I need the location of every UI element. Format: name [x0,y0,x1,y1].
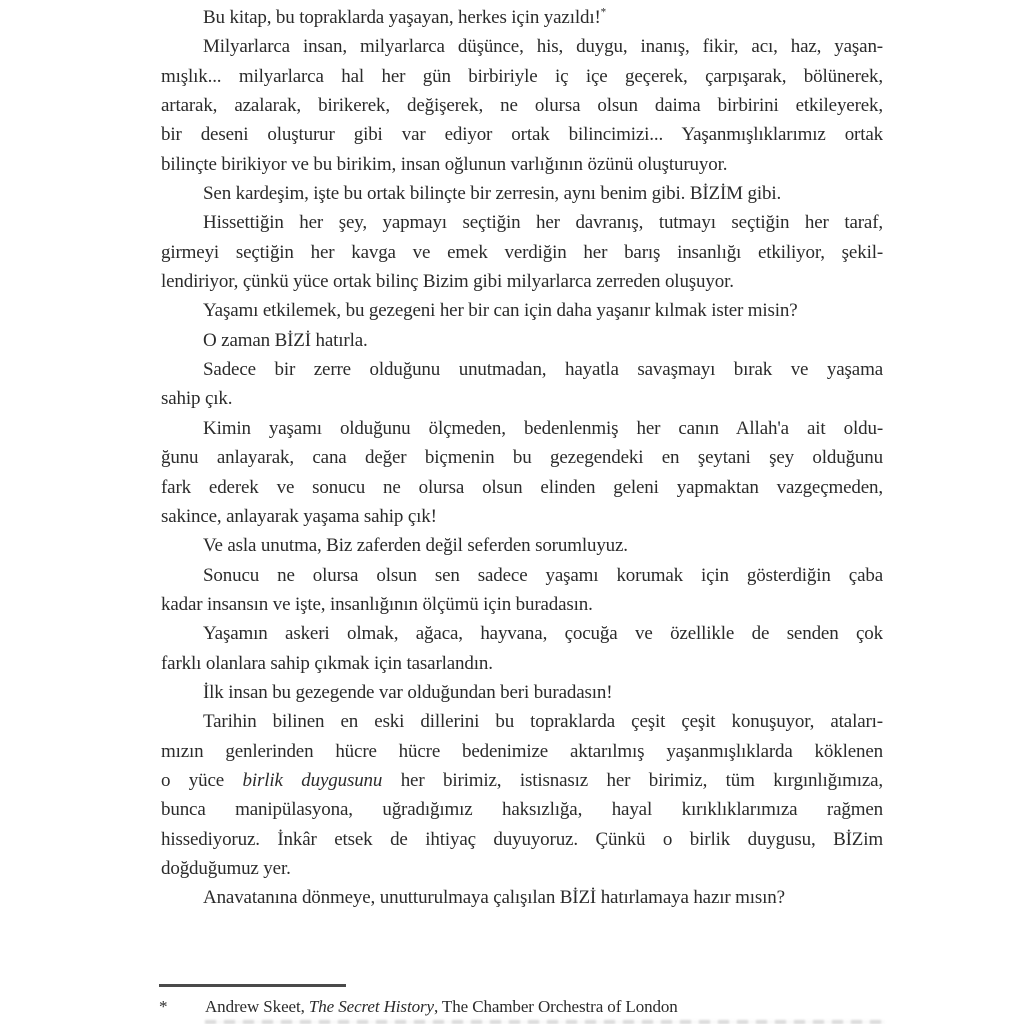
text-run: Yaşamın askeri olmak, ağaca, hayvana, çocuğa ve özellikle de senden çok [203,623,883,645]
text-run: mızın genlerinden hücre hücre bedenimize aktarılmış yaşanmışlıklarda köklenen [161,740,883,762]
text-run: Bu kitap, bu topraklarda yaşayan, herkes için yazıldı! [203,7,601,28]
text-run: Hissettiğin her şey, yapmayı seçtiğin her davranış, tutmayı seçtiğin her taraf, [203,212,883,234]
text-line [161,91,883,120]
text-line [161,32,883,61]
text-run: sahip çık. [161,388,233,410]
text-run: ğunu anlayarak, cana değer biçmenin bu gezegendeki en şeytani şey olduğunu [161,447,883,469]
text-line [161,384,883,413]
footnote-row [159,996,883,1018]
footnote-ref: * [600,6,606,19]
text-line [161,561,883,590]
text-line [161,707,883,736]
text-run: artarak, azalarak, birikerek, değişerek, ne olursa olsun daima birbirini etkileyerek, [161,95,883,117]
footnote [159,984,883,1018]
text-line [161,737,883,766]
text-run: girmeyi seçtiğin her kavga ve emek verdiğin her barış insanlığı etkiliyor, şekil- [161,241,883,263]
text-run: O zaman BİZİ hatırla. [203,329,368,351]
text-run: lendiriyor, çünkü yüce ortak bilinç Bizim gibi milyarlarca zerreden oluşuyor. [161,271,734,293]
text-line [161,502,883,531]
text-run: Andrew Skeet, [205,997,309,1016]
text-line [161,619,883,648]
text-run: hissediyoruz. İnkâr etsek de ihtiyaç duyuyoruz. Çünkü o birlik duygusu, BİZim [161,828,883,850]
text-line [161,238,883,267]
text-line [161,678,883,707]
text-run: her birimiz, istisnasız her birimiz, tüm kırgınlığımıza, [382,769,883,791]
text-run: Sadece bir zerre olduğunu unutmadan, hayatla savaşmayı bırak ve yaşama [203,359,883,381]
text-line [161,208,883,237]
text-run: sakince, anlayarak yaşama sahip çık! [161,505,437,527]
text-line [161,649,883,678]
text-line [161,825,883,854]
text-line [161,531,883,560]
text-line [161,120,883,149]
footnote-text [205,996,883,1018]
text-run: Ve asla unutma, Biz zaferden değil seferden sorumluyuz. [203,535,628,557]
text-run: , The Chamber Orchestra of London [433,997,678,1016]
cutoff-text-strip [205,1020,885,1024]
footnote-marker: * [159,997,168,1016]
text-run: doğduğumuz yer. [161,857,291,879]
text-run: Anavatanına dönmeye, unutturulmaya çalışılan BİZİ hatırlamaya hazır mısın? [203,887,785,909]
text-line [161,267,883,296]
text-line [161,795,883,824]
text-line [161,179,883,208]
text-line [161,414,883,443]
text-line [161,766,883,795]
text-run: Yaşamı etkilemek, bu gezegeni her bir can için daha yaşanır kılmak ister misin? [203,300,798,322]
text-run: İlk insan bu gezegende var olduğundan beri buradasın! [203,681,613,703]
text-run: Sonucu ne olursa olsun sen sadece yaşamı korumak için gösterdiğin çaba [203,564,883,586]
text-run: Tarihin bilinen en eski dillerini bu topraklarda çeşit çeşit konuşuyor, ataları- [203,711,883,733]
body-text [161,3,883,913]
text-line [161,62,883,91]
italic-text: The Secret History [308,997,434,1016]
text-line [161,473,883,502]
text-run: o yüce [161,769,243,791]
text-run: fark ederek ve sonucu ne olursa olsun elinden geleni yapmaktan vazgeçmeden, [161,476,883,498]
text-run: Milyarlarca insan, milyarlarca düşünce, his, duygu, inanış, fikir, acı, haz, yaşan- [203,36,883,58]
footnote-divider [159,984,346,987]
text-line [161,590,883,619]
italic-text: birlik duygusunu [242,769,383,791]
text-run: mışlık... milyarlarca hal her gün birbiriyle iç içe geçerek, çarpışarak, bölünerek, [161,65,883,87]
text-line [161,355,883,384]
text-line [161,150,883,179]
text-run: Sen kardeşim, işte bu ortak bilinçte bir zerresin, aynı benim gibi. BİZİM gibi. [203,183,782,205]
text-line [161,3,883,32]
text-run: Kimin yaşamı olduğunu ölçmeden, bedenlenmiş her canın Allah'a ait oldu- [203,417,883,439]
text-run: bunca manipülasyona, uğradığımız haksızlığa, hayal kırıklıklarımıza rağmen [161,799,883,821]
text-run: bir deseni oluşturur gibi var ediyor ortak bilincimizi... Yaşanmışlıklarımız ortak [161,124,883,146]
text-line [161,296,883,325]
text-run: kadar insansın ve işte, insanlığının ölçümü için buradasın. [161,593,593,615]
text-line [161,854,883,883]
text-run: farklı olanlara sahip çıkmak için tasarlandın. [161,652,493,674]
text-line [161,883,883,912]
text-line [161,326,883,355]
text-run: bilinçte birikiyor ve bu birikim, insan oğlunun varlığının özünü oluşturuyor. [161,153,728,175]
text-line [161,443,883,472]
